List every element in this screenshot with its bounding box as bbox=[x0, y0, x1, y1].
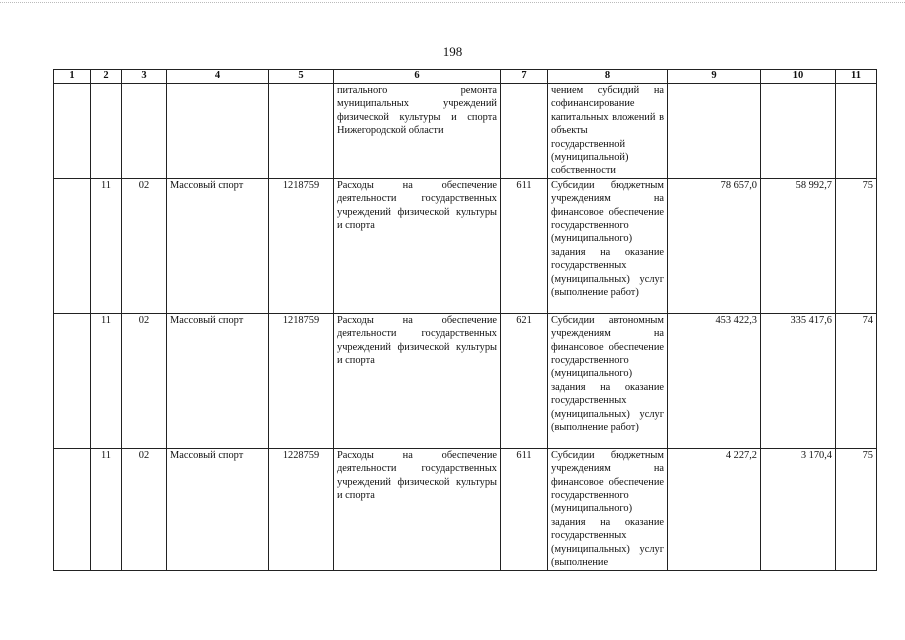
target-item-code: 1218759 bbox=[269, 178, 334, 313]
header-cell: 10 bbox=[761, 70, 836, 84]
expense-type-code: 611 bbox=[501, 178, 548, 313]
header-cell: 9 bbox=[668, 70, 761, 84]
target-item-code: 1218759 bbox=[269, 313, 334, 448]
header-cell: 5 bbox=[269, 70, 334, 84]
expense-description: Расходы на обеспечение деятельности государственных учреждений физической культуры и спорта bbox=[334, 178, 501, 313]
subsection-name: Массовый спорт bbox=[167, 178, 269, 313]
expense-type-description: Субсидии бюджетным учреждениям на финансовое обеспечение государственного (муниципального) задания на оказание государственных (муниципальных) услуг (выполнение bbox=[548, 448, 668, 570]
header-cell: 4 bbox=[167, 70, 269, 84]
section-code: 11 bbox=[91, 178, 122, 313]
planned-amount: 78 657,0 bbox=[668, 178, 761, 313]
expense-type-code: 611 bbox=[501, 448, 548, 570]
execution-percent: 74 bbox=[836, 313, 877, 448]
expense-type-description: чением субсидий на софинансирование капитальных вложений в объекты государственной (муниципальной) собственности bbox=[548, 84, 668, 179]
execution-percent: 75 bbox=[836, 448, 877, 570]
subsection-code: 02 bbox=[122, 313, 167, 448]
expense-description: Расходы на обеспечение деятельности государственных учреждений физической культуры и спорта bbox=[334, 313, 501, 448]
execution-percent: 75 bbox=[836, 178, 877, 313]
table-row bbox=[54, 313, 877, 448]
header-cell: 1 bbox=[54, 70, 91, 84]
subsection-code: 02 bbox=[122, 178, 167, 313]
executed-amount: 58 992,7 bbox=[761, 178, 836, 313]
expense-type-description: Субсидии бюджетным учреждениям на финансовое обеспечение государственного (муниципального) задания на оказание государственных (муниципальных) услуг (выполнение работ) bbox=[548, 178, 668, 313]
header-cell: 3 bbox=[122, 70, 167, 84]
subsection-name: Массовый спорт bbox=[167, 448, 269, 570]
subsection-name: Массовый спорт bbox=[167, 313, 269, 448]
table-row bbox=[54, 448, 877, 570]
planned-amount: 453 422,3 bbox=[668, 313, 761, 448]
subsection-code: 02 bbox=[122, 448, 167, 570]
executed-amount: 3 170,4 bbox=[761, 448, 836, 570]
page-number: 198 bbox=[442, 44, 463, 59]
budget-table bbox=[53, 69, 877, 571]
section-code: 11 bbox=[91, 448, 122, 570]
table-header-row bbox=[54, 70, 877, 84]
target-item-code: 1228759 bbox=[269, 448, 334, 570]
table-row bbox=[54, 178, 877, 313]
page-top-edge bbox=[0, 2, 905, 3]
planned-amount: 4 227,2 bbox=[668, 448, 761, 570]
expense-description: Расходы на обеспечение деятельности государственных учреждений физической культуры и спорта bbox=[334, 448, 501, 570]
section-code: 11 bbox=[91, 313, 122, 448]
header-cell: 6 bbox=[334, 70, 501, 84]
expense-description: питального ремонта муниципальных учреждений физической культуры и спорта Нижегородской области bbox=[334, 84, 501, 179]
header-cell: 8 bbox=[548, 70, 668, 84]
expense-type-code: 621 bbox=[501, 313, 548, 448]
executed-amount: 335 417,6 bbox=[761, 313, 836, 448]
header-cell: 11 bbox=[836, 70, 877, 84]
expense-type-description: Субсидии автономным учреждениям на финансовое обеспечение государственного (муниципального) задания на оказание государственных (муниципальных) услуг (выполнение работ) bbox=[548, 313, 668, 448]
header-cell: 2 bbox=[91, 70, 122, 84]
table-row-continuation bbox=[54, 84, 877, 179]
header-cell: 7 bbox=[501, 70, 548, 84]
